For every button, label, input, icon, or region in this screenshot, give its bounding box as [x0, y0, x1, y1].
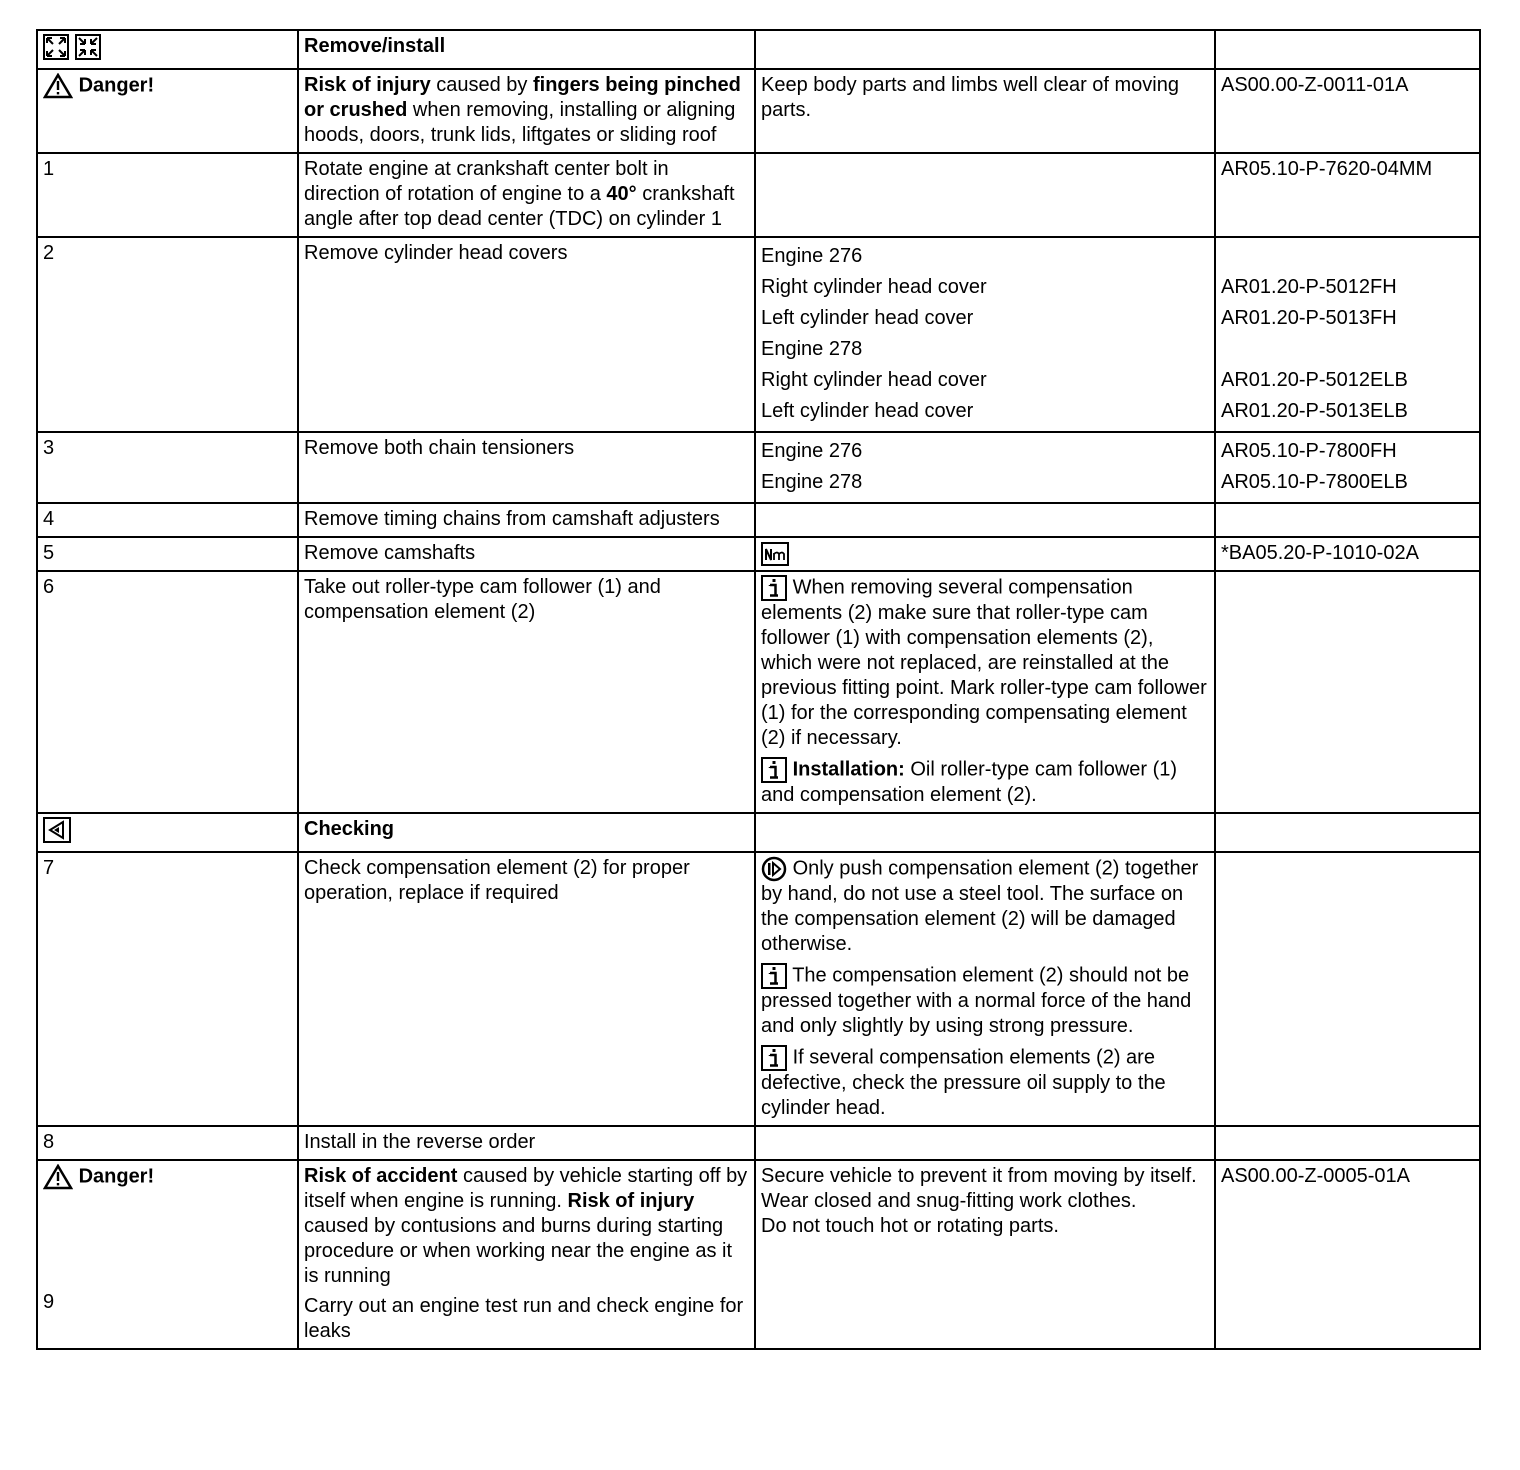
- step-7-notes: Only push compensation element (2) together by hand, do not use a steel tool. The surface on the compensation element (2) will be damaged otherwise. The compensation element (2) should not be pressed together with a normal force of the hand and only slightly by using strong pressure. If several compensation elements (2) are defective, check the pressure oil supply to the cylinder head.: [755, 852, 1215, 1126]
- danger-label: Danger!: [78, 1165, 155, 1188]
- step-number: 7: [37, 852, 298, 1126]
- info-icon: [761, 963, 787, 989]
- step-number: 3: [37, 432, 298, 503]
- step-4-text: Remove timing chains from camshaft adjusters: [298, 503, 755, 537]
- danger-1-measure: Keep body parts and limbs well clear of moving parts.: [755, 69, 1215, 153]
- step-row-6: [37, 571, 1480, 813]
- step-number: 2: [37, 237, 298, 432]
- step-row-7: [37, 852, 1480, 1126]
- step-number: 5: [37, 537, 298, 571]
- install-icon: [75, 34, 101, 60]
- step-number: 9: [43, 1291, 55, 1313]
- danger-1-ref: AS00.00-Z-0011-01A: [1215, 69, 1480, 153]
- step-row-4: [37, 503, 1480, 537]
- danger-2-measures: Secure vehicle to prevent it from moving by itself. Wear closed and snug-fitting work clothes. Do not touch hot or rotating parts.: [755, 1160, 1215, 1349]
- danger-2-ref: AS00.00-Z-0005-01A: [1215, 1160, 1480, 1349]
- step-9-text: Carry out an engine test run and check engine for leaks: [304, 1295, 744, 1342]
- step-2-notes: Engine 276 Right cylinder head cover Left cylinder head cover Engine 278 Right cylinder head cover Left cylinder head cover: [755, 237, 1215, 432]
- danger-label: Danger!: [78, 74, 155, 97]
- step-row-5: [37, 537, 1480, 571]
- step-6-text: Take out roller-type cam follower (1) and compensation element (2): [298, 571, 755, 813]
- checking-row: [37, 813, 1480, 852]
- step-5-text: Remove camshafts: [298, 537, 755, 571]
- info-icon: [761, 1045, 787, 1071]
- step-row-8: [37, 1126, 1480, 1160]
- section-title-remove-install: Remove/install: [304, 35, 446, 57]
- step-number: 4: [37, 503, 298, 537]
- step-3-notes: Engine 276 Engine 278: [755, 432, 1215, 503]
- step-row-2: [37, 237, 1480, 432]
- warning-triangle-icon: [43, 1164, 73, 1190]
- step-1-ref: AR05.10-P-7620-04MM: [1215, 153, 1480, 237]
- torque-nm-icon: [761, 542, 789, 566]
- procedure-table: [36, 29, 1481, 1350]
- step-5-ref: *BA05.20-P-1010-02A: [1215, 537, 1480, 571]
- step-6-notes: When removing several compensation elements (2) make sure that roller-type cam follower (1) with compensation elements (2), which were not replaced, are reinstalled at the previous fitting point. Mark roller-type cam follower (1) for the corresponding compensating element (2) if necessary. Installation: Oil roller-type cam follower (1) and compensation element (2).: [755, 571, 1215, 813]
- step-number: 1: [37, 153, 298, 237]
- section-title-checking: Checking: [304, 818, 395, 840]
- step-8-text: Install in the reverse order: [298, 1126, 755, 1160]
- step-2-text: Remove cylinder head covers: [298, 237, 755, 432]
- remove-install-icons: [37, 30, 298, 69]
- danger-row-1: [37, 69, 1480, 153]
- checking-icon: [43, 817, 71, 843]
- step-row-3: [37, 432, 1480, 503]
- header-row: [37, 30, 1480, 69]
- step-3-refs: AR05.10-P-7800FH AR05.10-P-7800ELB: [1215, 432, 1480, 503]
- danger-1-risk: Risk of injury caused by fingers being pinched or crushed when removing, installing or aligning hoods, doors, trunk lids, liftgates or sliding roof: [298, 69, 755, 153]
- remove-icon: [43, 34, 69, 60]
- info-icon: [761, 757, 787, 783]
- step-number: 8: [37, 1126, 298, 1160]
- info-icon: [761, 575, 787, 601]
- step-7-text: Check compensation element (2) for proper operation, replace if required: [298, 852, 755, 1126]
- danger-2-risk: Risk of accident caused by vehicle starting off by itself when engine is running. Risk of injury caused by contusions and burns during starting procedure or when working near the engine as it is running: [304, 1165, 748, 1287]
- caution-note-icon: [761, 856, 787, 882]
- step-1-text: Rotate engine at crankshaft center bolt in direction of rotation of engine to a 40° crankshaft angle after top dead center (TDC) on cylinder 1: [298, 153, 755, 237]
- warning-triangle-icon: [43, 73, 73, 99]
- step-2-refs: AR01.20-P-5012FH AR01.20-P-5013FH AR01.20-P-5012ELB AR01.20-P-5013ELB: [1215, 237, 1480, 432]
- step-3-text: Remove both chain tensioners: [298, 432, 755, 503]
- step-row-1: [37, 153, 1480, 237]
- step-number: 6: [37, 571, 298, 813]
- danger-row-2: [37, 1160, 1480, 1349]
